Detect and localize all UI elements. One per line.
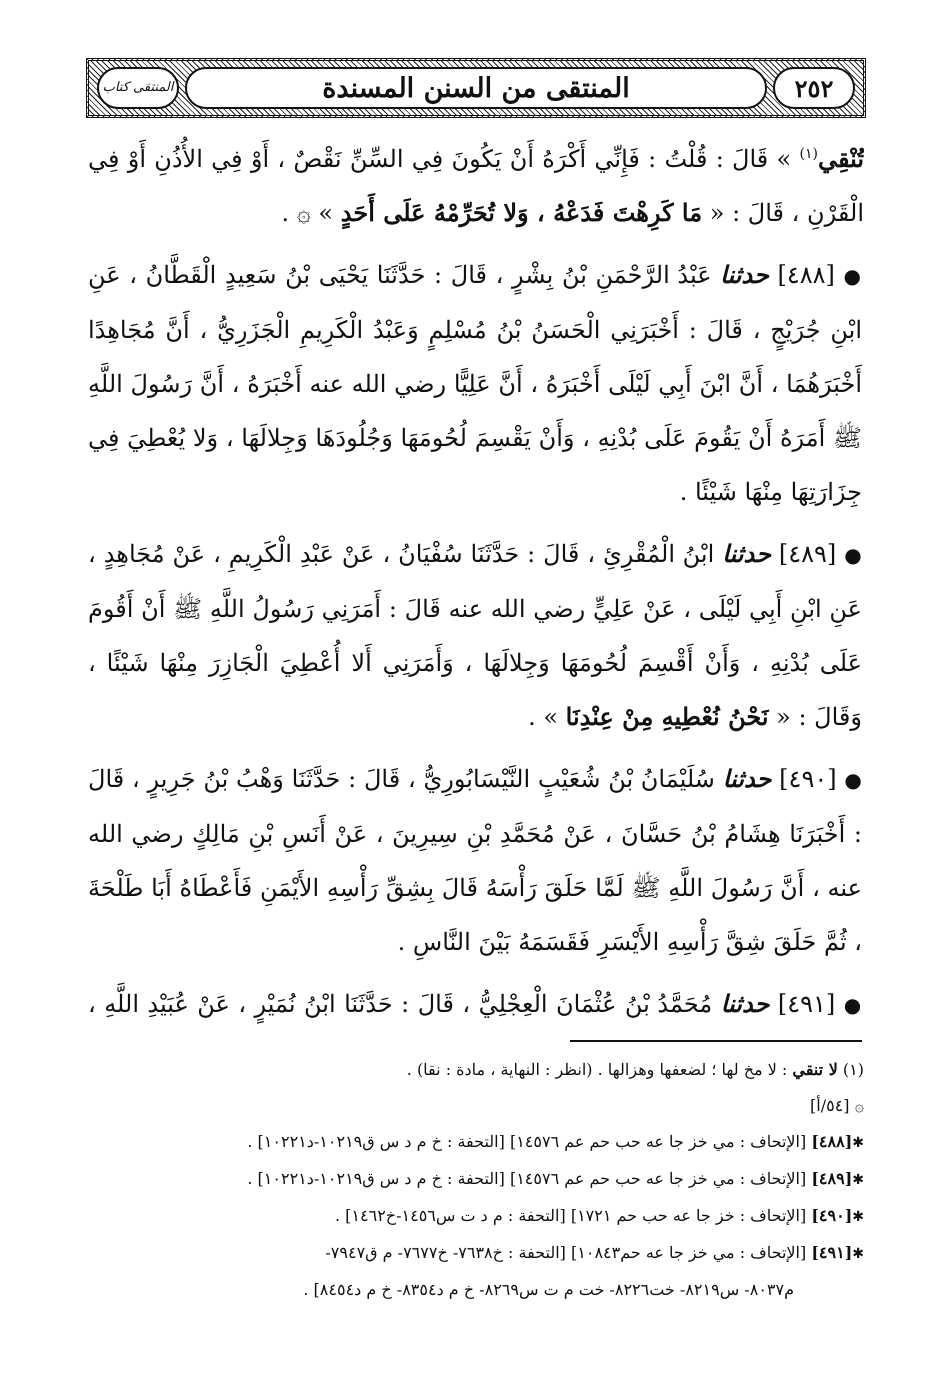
haddathana-word: حدثنا: [720, 260, 769, 289]
footnote-term: لا تنقي: [792, 1060, 838, 1079]
takhrij-text: [الإتحاف : مي خز جا عه حم١٠٨٤٣] [التحفة : خ٧٦٣٨- خ٧٦٧٧- م ق٧٩٤٧-: [325, 1243, 807, 1262]
footnote-mark: (١): [842, 1060, 864, 1079]
footnotes: [88, 1052, 864, 1308]
book-title: المنتقى من السنن المسندة: [322, 72, 630, 104]
takhrij-490: [88, 1198, 864, 1235]
continuation-text: » قَالَ : قُلْتُ : فَإِنِّي أَكْرَهُ أَنْ يَكُونَ فِي السِّنِّ نَقْصٌ ، أَوْ فِي الأُذُنِ أَوْ فِي الْقَرْنِ ، قَالَ : «: [88, 145, 864, 227]
footnote-text: : لا مخ لها ؛ لضعفها وهزالها . (انظر : النهاية ، مادة : نقا) .: [406, 1060, 788, 1079]
takhrij-489: [88, 1161, 864, 1198]
continuation-start-word: تُنْقِي: [817, 144, 864, 173]
hadith-489: [88, 527, 864, 744]
page-header: [86, 58, 866, 118]
hadith-490: [88, 752, 864, 969]
hadith-end: » .: [528, 703, 559, 731]
continuation-end: » ۞ .: [281, 199, 334, 227]
page-number-badge: [773, 67, 855, 109]
header-title-frame: [185, 67, 767, 109]
takhrij-text: م٨٠٣٧- س٨٢١٩- خت٨٢٢٦- خت م ت س٨٢٦٩- خ م د٨٣٥٤- خ م د٨٤٥٤] .: [303, 1280, 794, 1299]
asterisk-icon: ✱: [852, 1209, 864, 1225]
footnote-1: [88, 1052, 864, 1088]
takhrij-491-continued: [88, 1272, 864, 1308]
hadith-number: [٤٩١]: [777, 990, 836, 1018]
takhrij-number: [٤٨٨]: [811, 1132, 853, 1151]
takhrij-488: [88, 1124, 864, 1161]
book-logo-text: المنتقى كتاب: [102, 80, 174, 96]
bullet-icon: ●: [843, 264, 862, 288]
prophetic-quote: مَا كَرِهْتَ فَدَعْهُ ، وَلا تُحَرِّمْهُ عَلَى أَحَدٍ: [340, 198, 703, 227]
hadith-488: [88, 248, 864, 519]
bullet-icon: ●: [844, 768, 862, 792]
footnote-separator: [570, 1040, 862, 1042]
hadith-number: [٤٨٩]: [778, 540, 837, 568]
main-text: [88, 132, 864, 1032]
hadith-text: عَبْدُ الرَّحْمَنِ بْنُ بِشْرٍ ، قَالَ : حَدَّثَنَا يَحْيَى بْنُ سَعِيدٍ الْقَطَّانُ ، عَنِ ابْنِ جُرَيْجٍ ، قَالَ : أَخْبَرَنِي الْحَسَنُ بْنُ مُسْلِمٍ وَعَبْدُ الْكَرِيمِ الْجَزَرِيُّ ، أَنَّ مُجَاهِدًا أَخْبَرَهُمَا ، أَنَّ ابْنَ أَبِي لَيْلَى أَخْبَرَهُ ، أَنَّ عَلِيًّا رضي الله عنه أَخْبَرَهُ ، أَنَّ رَسُولَ اللَّهِ ﷺ أَمَرَهُ أَنْ يَقُومَ عَلَى بُدْنِهِ ، وَأَنْ يَقْسِمَ لُحُومَهَا وَجُلُودَهَا وَجِلالَهَا ، وَلا يُعْطِيَ فِي جِزَارَتِهَا مِنْهَا شَيْئًا .: [88, 261, 862, 506]
haddathana-word: حدثنا: [722, 764, 772, 793]
hadith-number: [٤٨٨]: [777, 261, 835, 289]
footnote-ref-1: (١): [799, 146, 818, 162]
folio-text: ۞ [٥٤/أ]: [810, 1096, 864, 1115]
asterisk-icon: ✱: [852, 1172, 864, 1188]
book-logo: [97, 67, 179, 109]
takhrij-number: [٤٩١]: [811, 1243, 853, 1262]
takhrij-491: [88, 1235, 864, 1272]
haddathana-word: حدثنا: [720, 989, 770, 1018]
asterisk-icon: ✱: [852, 1246, 864, 1262]
haddathana-word: حدثنا: [722, 539, 771, 568]
takhrij-text: [الإتحاف : مي خز جا عه حب حم عم ١٤٥٧٦] [التحفة : خ م د س ق١٠٢١٩-د١٠٢٢١] .: [247, 1169, 807, 1188]
hadith-text: سُلَيْمَانُ بْنُ شُعَيْبٍ النَّيْسَابُورِيُّ ، قَالَ : حَدَّثَنَا وَهْبُ بْنُ جَرِيرٍ ، قَالَ : أَخْبَرَنَا هِشَامُ بْنُ حَسَّانَ ، عَنْ مُحَمَّدِ بْنِ سِيرِينَ ، عَنْ أَنَسِ بْنِ مَالِكٍ رضي الله عنه ، أَنَّ رَسُولَ اللَّهِ ﷺ لَمَّا حَلَقَ رَأْسَهُ قَالَ بِشِقِّ رَأْسِهِ الأَيْمَنِ فَأَعْطَاهُ أَبَا طَلْحَةَ ، ثُمَّ حَلَقَ شِقَّ رَأْسِهِ الأَيْسَرِ فَقَسَمَهُ بَيْنَ النَّاسِ .: [88, 765, 862, 956]
hadith-number: [٤٩٠]: [779, 765, 837, 793]
bullet-icon: ●: [844, 543, 862, 567]
takhrij-number: [٤٨٩]: [811, 1169, 853, 1188]
takhrij-number: [٤٩٠]: [811, 1206, 853, 1225]
bullet-icon: ●: [843, 993, 862, 1017]
takhrij-text: [الإتحاف : خز جا عه حب حم ١٧٢١] [التحفة : م د ت س١٤٥٦-خ١٤٦٢] .: [334, 1206, 807, 1225]
page-number: ٢٥٢: [794, 73, 834, 103]
takhrij-text: [الإتحاف : مي خز جا عه حب حم عم ١٤٥٧٦] [التحفة : خ م د س ق١٠٢١٩-د١٠٢٢١] .: [247, 1132, 807, 1151]
hadith-491: [88, 977, 864, 1032]
folio-reference: [88, 1088, 864, 1124]
hadith-text: ابْنُ الْمُقْرِئِ ، قَالَ : حَدَّثَنَا سُفْيَانُ ، عَنْ عَبْدِ الْكَرِيمِ ، عَنْ مُجَاهِدٍ ، عَنِ ابْنِ أَبِي لَيْلَى ، عَنْ عَلِيٍّ رضي الله عنه قَالَ : أَمَرَنِي رَسُولُ اللَّهِ ﷺ أَنْ أَقُومَ عَلَى بُدْنِهِ ، وَأَنْ أَقْسِمَ لُحُومَهَا وَجِلالَهَا ، وَأَمَرَنِي أَلا أُعْطِيَ الْجَازِرَ مِنْهَا شَيْئًا ، وَقَالَ : «: [88, 540, 862, 731]
prophetic-quote: نَحْنُ نُعْطِيهِ مِنْ عِنْدِنَا: [565, 702, 769, 731]
hadith-text: مُحَمَّدُ بْنُ عُثْمَانَ الْعِجْلِيُّ ، قَالَ : حَدَّثَنَا ابْنُ نُمَيْرٍ ، عَنْ عُبَيْدِ اللَّهِ ،: [88, 990, 713, 1018]
asterisk-icon: ✱: [852, 1135, 864, 1151]
continuation-paragraph: [88, 132, 864, 240]
